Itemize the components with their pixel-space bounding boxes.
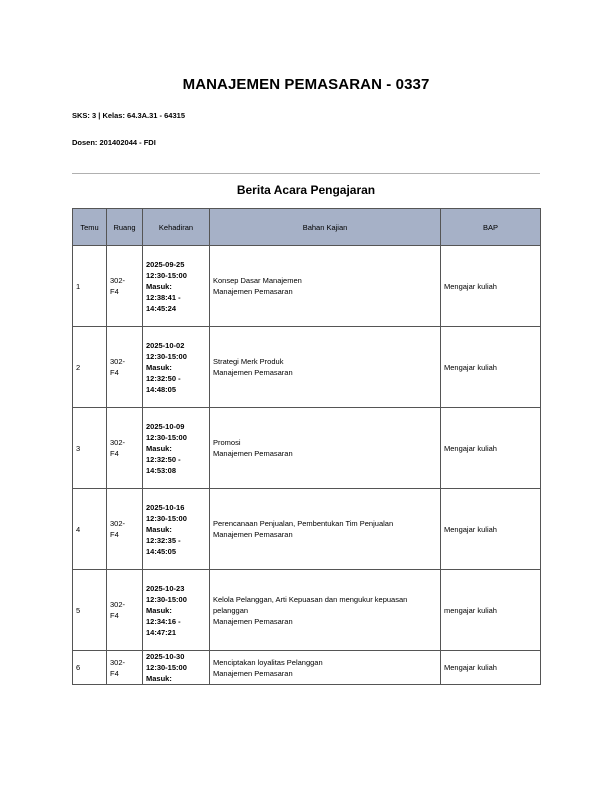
cell-ruang: [107, 327, 143, 408]
table-row: [73, 246, 541, 327]
cell-bahan-kajian: [210, 246, 441, 327]
teaching-record-table: [72, 208, 541, 685]
room-line: 302-: [110, 438, 126, 447]
attendance-line: Masuk:: [146, 605, 172, 615]
attendance-line: 2025-10-30: [146, 652, 185, 661]
topic-line: Promosi: [213, 438, 241, 447]
attendance-line: 12:30-15:00: [146, 513, 187, 523]
cell-kehadiran: [143, 246, 210, 327]
cell-kehadiran: [143, 489, 210, 570]
cell-bap: Mengajar kuliah: [441, 246, 541, 327]
attendance-line: 12:38:41 -: [146, 292, 181, 302]
cell-temu: 1: [73, 246, 107, 327]
cell-bap: Mengajar kuliah: [441, 327, 541, 408]
cell-kehadiran: [143, 327, 210, 408]
room-line: F4: [110, 530, 119, 539]
cell-temu: 6: [73, 651, 107, 685]
table-row: [73, 327, 541, 408]
cell-temu: 5: [73, 570, 107, 651]
topic-line: pelanggan: [213, 605, 249, 615]
column-header-ruang: Ruang: [107, 209, 143, 246]
attendance-line: 2025-10-09: [146, 421, 185, 431]
cell-bahan-kajian: [210, 570, 441, 651]
topic-line: Strategi Merk Produk: [213, 357, 284, 366]
attendance-line: Masuk:: [146, 674, 172, 683]
room-line: 302-: [110, 276, 126, 285]
attendance-line: 12:30-15:00: [146, 351, 187, 361]
topic-line: Manajemen Pemasaran: [213, 530, 293, 539]
room-line: F4: [110, 287, 119, 296]
attendance-line: 14:53:08: [146, 465, 177, 475]
room-line: F4: [110, 368, 119, 377]
attendance-line: 2025-10-02: [146, 340, 185, 350]
cell-kehadiran: [143, 570, 210, 651]
topic-line: Manajemen Pemasaran: [213, 368, 293, 377]
cell-temu: 2: [73, 327, 107, 408]
table-row: [73, 570, 541, 651]
topic-line: Perencanaan Penjualan, Pembentukan Tim Penjualan: [213, 519, 394, 528]
cell-bahan-kajian: [210, 651, 441, 685]
topic-line: Manajemen Pemasaran: [213, 287, 293, 296]
topic-line: Manajemen Pemasaran: [213, 668, 293, 678]
attendance-line: Masuk:: [146, 524, 172, 534]
attendance-line: 12:34:16 -: [146, 616, 181, 626]
lecturer-info: Dosen: 201402044 - FDI: [72, 138, 156, 147]
section-title: Berita Acara Pengajaran: [236, 183, 376, 197]
room-line: 302-: [110, 657, 126, 667]
column-header-bap: BAP: [441, 209, 541, 246]
cell-ruang: [107, 489, 143, 570]
topic-line: Kelola Pelanggan, Arti Kepuasan dan mengukur kepuasan: [213, 594, 408, 604]
attendance-line: 12:30-15:00: [146, 270, 187, 280]
attendance-line: 12:32:50 -: [146, 454, 181, 464]
attendance-line: 2025-09-25: [146, 259, 185, 269]
cell-ruang: [107, 408, 143, 489]
cell-bahan-kajian: [210, 489, 441, 570]
sks-class-info: SKS: 3 | Kelas: 64.3A.31 - 64315: [72, 111, 185, 120]
column-header-kehadiran: Kehadiran: [143, 209, 210, 246]
room-line: 302-: [110, 519, 126, 528]
cell-ruang: [107, 246, 143, 327]
cell-bap: Mengajar kuliah: [441, 651, 541, 685]
attendance-line: Masuk:: [146, 362, 172, 372]
cell-kehadiran: [143, 651, 210, 685]
cell-temu: 4: [73, 489, 107, 570]
attendance-line: 12:30-15:00: [146, 432, 187, 442]
cell-bahan-kajian: [210, 408, 441, 489]
cell-bap: mengajar kuliah: [441, 570, 541, 651]
attendance-line: Masuk:: [146, 281, 172, 291]
room-line: F4: [110, 611, 119, 620]
topic-line: Konsep Dasar Manajemen: [213, 276, 302, 285]
topic-line: Manajemen Pemasaran: [213, 616, 293, 626]
cell-bap: Mengajar kuliah: [441, 408, 541, 489]
attendance-line: 14:45:24: [146, 303, 177, 313]
attendance-line: 14:47:21: [146, 627, 177, 637]
cell-ruang: [107, 651, 143, 685]
attendance-line: 12:30-15:00: [146, 594, 187, 604]
attendance-line: 14:45:05: [146, 546, 177, 556]
cell-bahan-kajian: [210, 327, 441, 408]
attendance-line: 2025-10-16: [146, 502, 185, 512]
cell-kehadiran: [143, 408, 210, 489]
table-header-row: [73, 209, 541, 246]
cell-bap: Mengajar kuliah: [441, 489, 541, 570]
attendance-line: Masuk:: [146, 443, 172, 453]
cell-ruang: [107, 570, 143, 651]
attendance-line: 12:32:50 -: [146, 373, 181, 383]
room-line: 302-: [110, 357, 126, 366]
cell-temu: 3: [73, 408, 107, 489]
table-body: [73, 246, 541, 685]
attendance-line: 2025-10-23: [146, 583, 185, 593]
attendance-line: 12:32:35 -: [146, 535, 181, 545]
column-header-bahan-kajian: Bahan Kajian: [210, 209, 441, 246]
room-line: F4: [110, 449, 119, 458]
column-header-temu: Temu: [73, 209, 107, 246]
attendance-line: 12:30-15:00: [146, 663, 187, 672]
room-line: 302-: [110, 600, 126, 609]
table-row: [73, 408, 541, 489]
attendance-line: 14:48:05: [146, 384, 177, 394]
topic-line: Menciptakan loyalitas Pelanggan: [213, 657, 323, 667]
room-line: F4: [110, 668, 119, 678]
divider: [72, 173, 540, 174]
table-row: [73, 651, 541, 685]
topic-line: Manajemen Pemasaran: [213, 449, 293, 458]
page-title: MANAJEMEN PEMASARAN - 0337: [182, 76, 430, 93]
table-row: [73, 489, 541, 570]
